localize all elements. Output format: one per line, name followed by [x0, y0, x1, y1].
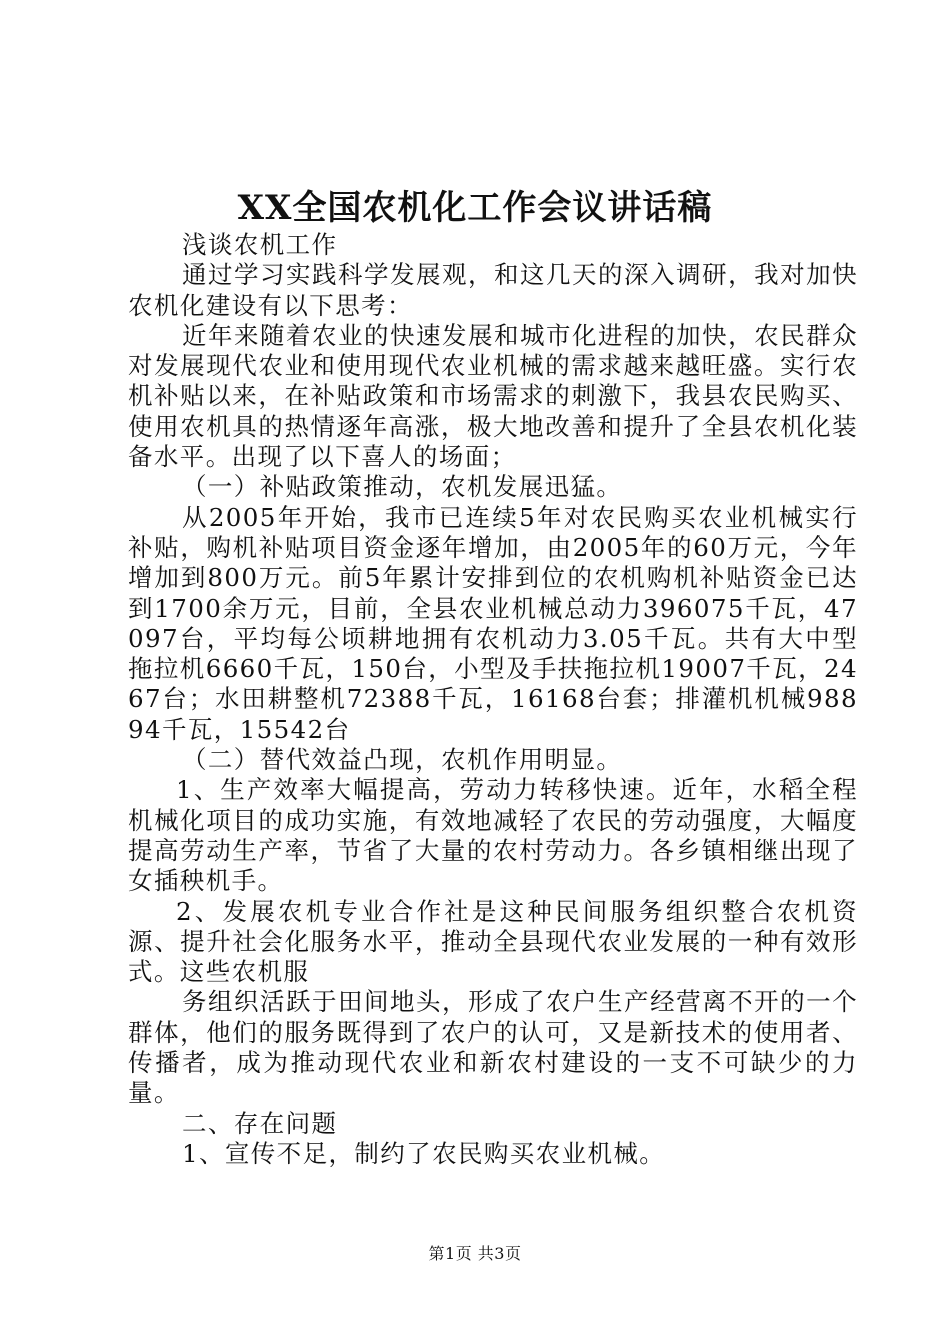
- section-heading-problems: 二、存在问题: [182, 1108, 338, 1138]
- paragraph-subtitle: 浅谈农机工作: [182, 230, 338, 259]
- paragraph-efficiency: 1、生产效率大幅提高，劳动力转移快速。近年，水稻全程机械化项目的成功实施，有效地减轻了农民的劳动强度，大幅度提高劳动生产率，节省了大量的农村劳动力。各乡镇相继出现了女插秧机手。: [128, 775, 858, 896]
- section-heading-2: （二）替代效益凸现，农机作用明显。: [182, 745, 623, 775]
- paragraph-service-organizations: 务组织活跃于田间地头，形成了农户生产经营离不开的一个群体，他们的服务既得到了农户的认可，又是新技术的使用者、传播者，成为推动现代农业和新农村建设的一支不可缺少的力量。: [128, 987, 858, 1108]
- paragraph-cooperatives: 2、发展农机专业合作社是这种民间服务组织整合农机资源、提升社会化服务水平，推动全县现代农业发展的一种有效形式。这些农机服: [128, 896, 858, 987]
- section-heading-1: （一）补贴政策推动，农机发展迅猛。: [182, 472, 623, 502]
- document-body: [128, 230, 858, 1169]
- paragraph-problem-1: 1、宣传不足，制约了农民购买农业机械。: [182, 1138, 666, 1168]
- paragraph-intro: 通过学习实践科学发展观，和这几天的深入调研，我对加快农机化建设有以下思考：: [128, 260, 858, 320]
- document-title: XX全国农机化工作会议讲话稿: [237, 188, 713, 228]
- paragraph-subsidy-data: 从2005年开始，我市已连续5年对农民购买农业机械实行补贴，购机补贴项目资金逐年增加，由2005年的60万元，今年增加到800万元。前5年累计安排到位的农机购机补贴资金已达到1700余万元，目前，全县农业机械总动力396075千瓦，47097台，平均每公顷耕地拥有农机动力3.05千瓦。共有大中型拖拉机6660千瓦，150台，小型及手扶拖拉机19007千瓦，2467台；水田耕整机72388千瓦，16168台套；排灌机机械98894千瓦，15542台: [128, 502, 858, 744]
- paragraph-background: 近年来随着农业的快速发展和城市化进程的加快，农民群众对发展现代农业和使用现代农业机械的需求越来越旺盛。实行农机补贴以来，在补贴政策和市场需求的刺激下，我县农民购买、使用农机具的热情逐年高涨，极大地改善和提升了全县农机化装备水平。出现了以下喜人的场面；: [128, 320, 858, 472]
- page-number: 第1页 共3页: [428, 1244, 522, 1263]
